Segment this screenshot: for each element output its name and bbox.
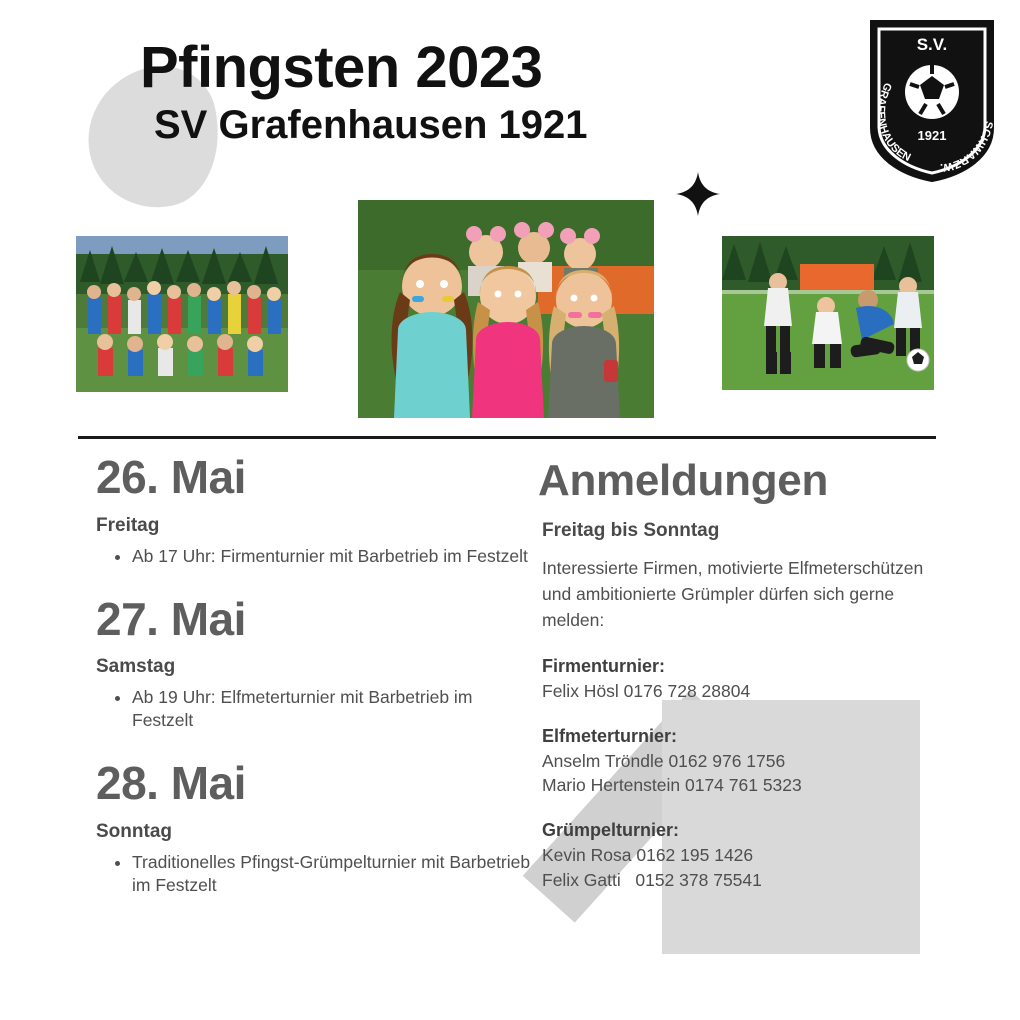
schedule-entry-28-mai: [96, 758, 532, 897]
contact-line: Felix Gatti 0152 378 75541: [542, 870, 762, 891]
team-group-photo-on-field: [76, 236, 288, 392]
contact-line: Mario Hertenstein 0174 761 5323: [542, 775, 802, 796]
festival-visitors-photo: [358, 200, 654, 418]
registration-column: [538, 452, 938, 893]
contact-line: Kevin Rosa 0162 195 1426: [542, 845, 754, 866]
schedule-weekday-samstag: Samstag: [96, 656, 176, 678]
list-item: • Ab 19 Uhr: Elfmeterturnier mit Barbetrieb im Festzelt: [132, 686, 532, 732]
crest-year: 1921: [917, 128, 947, 143]
registration-subtitle: Freitag bis Sonntag: [542, 520, 720, 541]
registration-group-title: Elfmeterturnier:: [542, 725, 678, 746]
sparkle-icon: [676, 172, 720, 216]
list-item: • Traditionelles Pfingst-Grümpelturnier mit Barbetrieb im Festzelt: [132, 851, 532, 897]
list-item: • Ab 17 Uhr: Firmenturnier mit Barbetrieb im Festzelt: [132, 545, 532, 568]
football-match-photo-graphic: [722, 236, 934, 390]
schedule-entry-27-mai: [96, 594, 532, 733]
crest-arc-left: GRAFENHAUSEN: [874, 80, 913, 165]
poster-header: [140, 35, 588, 148]
registration-intro: Interessierte Firmen, motivierte Elfmeterschützen und ambitionierte Grümpler dürfen sich gerne melden:: [542, 558, 924, 630]
registration-group-gruempelturnier: [542, 820, 938, 893]
registration-group-title: Firmenturnier:: [542, 655, 666, 676]
schedule-entry-26-mai: [96, 452, 532, 568]
crest-arc-right: SCHWARZW.: [939, 120, 995, 174]
page-subtitle: SV Grafenhausen 1921: [154, 103, 588, 148]
registration-group-firmenturnier: [542, 656, 938, 704]
schedule-items-26: [118, 545, 532, 568]
team-group-photo-graphic: [76, 236, 288, 392]
schedule-date-26: 26. Mai: [96, 451, 246, 503]
contact-line: Felix Hösl 0176 728 28804: [542, 680, 751, 701]
contact-line: Anselm Tröndle 0162 976 1756: [542, 750, 786, 771]
schedule-weekday-sonntag: Sonntag: [96, 821, 172, 843]
schedule-items-28: [118, 851, 532, 897]
section-divider: [78, 436, 936, 439]
festival-visitors-photo-graphic: [358, 200, 654, 418]
registration-title: Anmeldungen: [538, 456, 829, 505]
schedule-items-27: [118, 686, 532, 732]
schedule-weekday-freitag: Freitag: [96, 514, 160, 536]
football-match-photo: [722, 236, 934, 390]
schedule-date-28: 28. Mai: [96, 757, 246, 810]
club-crest-icon: [866, 16, 998, 184]
schedule-column: [96, 452, 532, 897]
registration-group-elfmeterturnier: [542, 726, 938, 799]
page-title: Pfingsten 2023: [140, 35, 543, 100]
registration-group-title: Grümpelturnier:: [542, 820, 680, 841]
schedule-date-27: 27. Mai: [96, 592, 246, 645]
crest-top-text: S.V.: [916, 35, 948, 54]
